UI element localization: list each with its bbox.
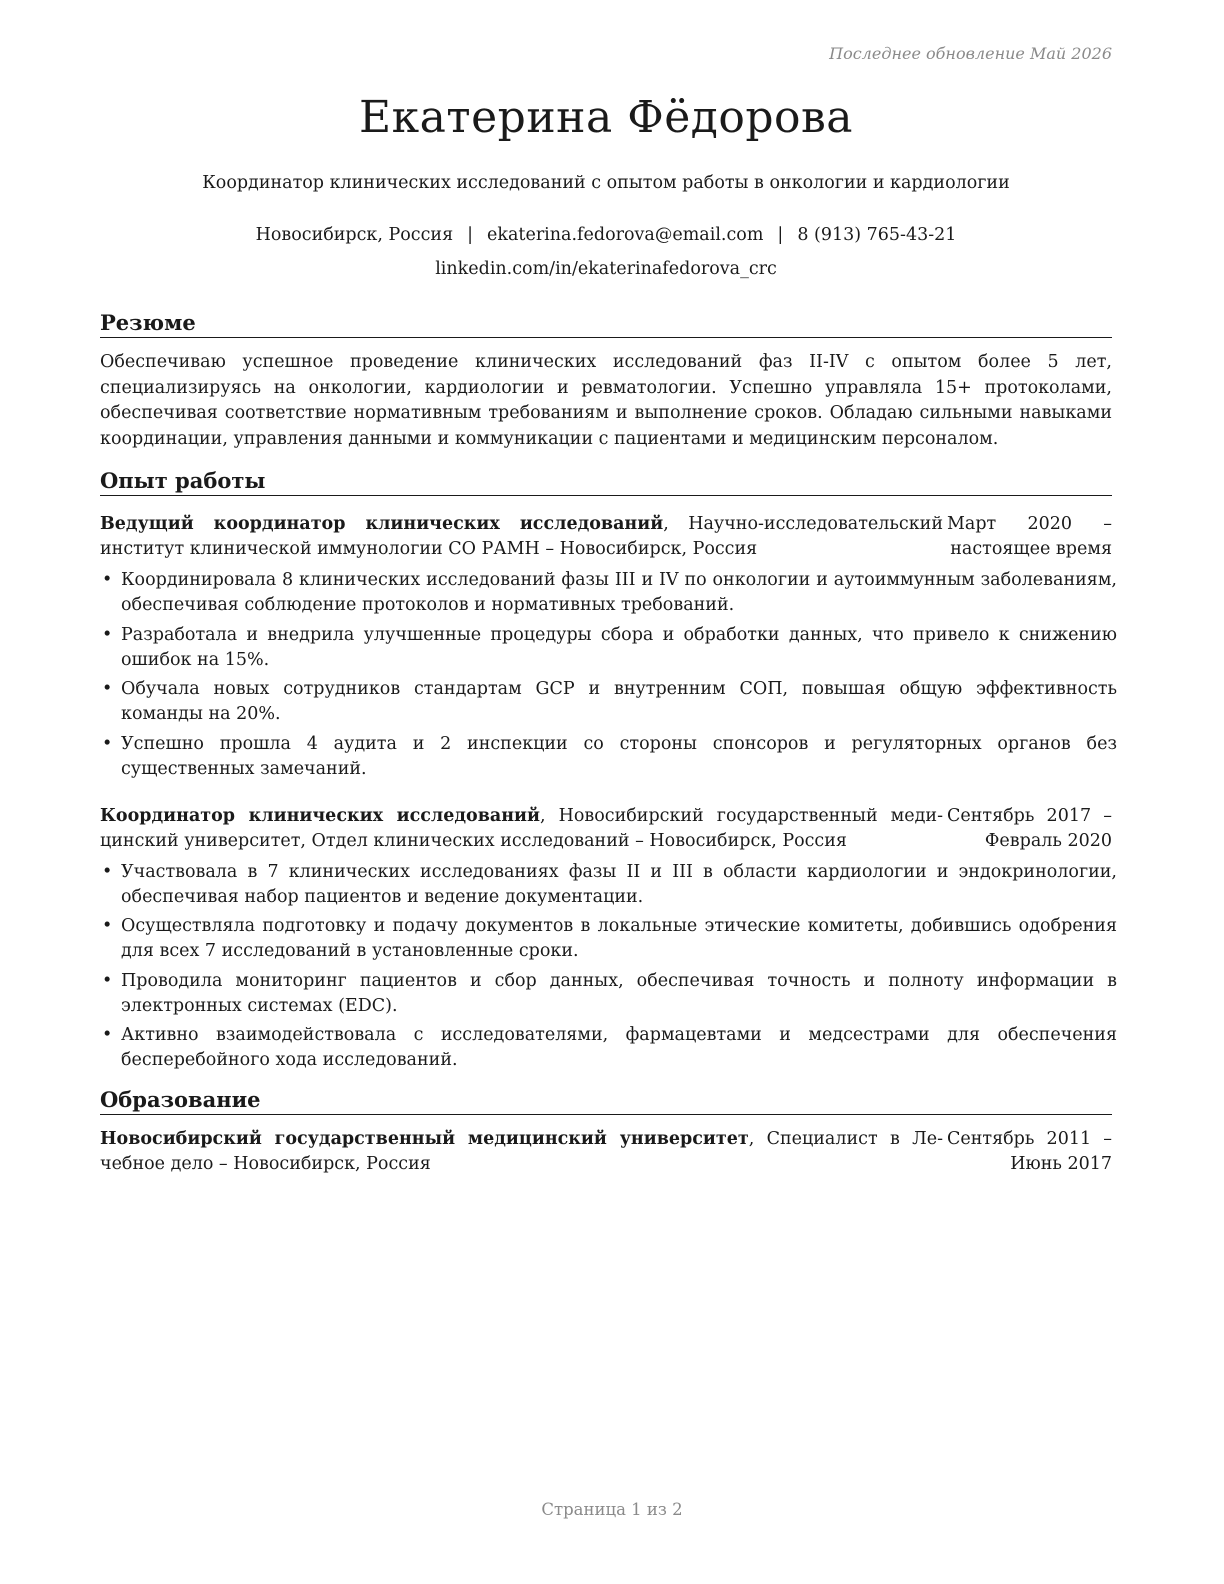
job-bullets xyxy=(100,860,1117,1074)
job-org-line xyxy=(100,512,943,562)
education-dates: Сентябрь 2011 – Июнь 2017 xyxy=(947,1129,1112,1174)
list-item: • Разработала и внедрила улучшенные процедуры сбора и обработки данных, что привело к снижению ошибок на 15%. xyxy=(100,623,1117,673)
education-institution: Новосибирский государственный медицинский университет xyxy=(100,1129,749,1149)
job-bullets xyxy=(100,568,1117,782)
location: Новосибирск, Россия xyxy=(255,225,454,245)
job-dates: Сентябрь 2017 – Февраль 2020 xyxy=(947,805,1112,851)
email-link[interactable]: ekaterina.fedorova@email.com xyxy=(487,225,764,245)
resume-page xyxy=(100,40,1117,1177)
job-org-line xyxy=(100,804,943,854)
section-title-education: Образование xyxy=(100,1087,1112,1115)
education-entry xyxy=(100,1127,1112,1177)
job-role: Координатор клинических исследований xyxy=(100,805,540,826)
job-entry xyxy=(100,512,1117,782)
separator: | xyxy=(467,225,474,245)
education-header xyxy=(100,1127,1112,1177)
last-updated: Последнее обновление Май 2026 xyxy=(829,44,1112,63)
list-item: • Осуществляла подготовку и подачу документов в локальные этические комитеты, добившись одобрения для всех 7 исследований в установленные сроки. xyxy=(100,914,1117,964)
job-entry xyxy=(100,804,1117,1074)
job-header xyxy=(100,512,1112,562)
section-title-experience: Опыт работы xyxy=(100,468,1112,496)
job-role: Ведущий координатор клинических исследований xyxy=(100,514,664,534)
list-item: • Обучала новых сотрудников стандартам GCP и внутренним СОП, повышая общую эффективность команды на 20%. xyxy=(100,677,1117,727)
list-item: • Успешно прошла 4 аудита и 2 инспекции со стороны спонсоров и регуляторных органов без существенных замечаний. xyxy=(100,732,1117,782)
linkedin-line xyxy=(100,256,1112,282)
section-title-summary: Резюме xyxy=(100,310,1112,338)
list-item: • Проводила мониторинг пациентов и сбор данных, обеспечивая точность и полноту информации в электронных системах (EDC). xyxy=(100,969,1117,1019)
candidate-name: Екатерина Фёдорова xyxy=(358,92,854,143)
job-header xyxy=(100,804,1112,854)
job-org: , Новосибирский государственный медицинский университет, Отдел клинических исследований – Новосибирск, Россия xyxy=(100,805,943,851)
phone: 8 (913) 765-43-21 xyxy=(797,225,957,245)
contacts-line xyxy=(100,222,1112,248)
job-org: , Научно-исследовательский институт клинической иммунологии СО РАМН – Новосибирск, Россия xyxy=(100,514,943,559)
job-dates: Март 2020 – настоящее время xyxy=(947,514,1112,559)
separator: | xyxy=(777,225,784,245)
page-number: Страница 1 из 2 xyxy=(541,1500,683,1519)
list-item: • Участвовала в 7 клинических исследованиях фазы II и III в области кардиологии и эндокринологии, обеспечивая набор пациентов и ведение документации. xyxy=(100,860,1117,910)
education-org-line xyxy=(100,1127,943,1177)
education-details: , Специалист в Лечебное дело – Новосибирск, Россия xyxy=(100,1129,943,1174)
summary-text: Обеспечиваю успешное проведение клинических исследований фаз II-IV с опытом более 5 лет, специализируясь на онкологии, кардиологии и ревматологии. Успешно управляла 15+ протоколами, обеспечивая соответствие нормативным требованиям и выполнение сроков. Обладаю сильными навыками координации, управления данными и коммуникации с пациентами и медицинским персоналом. xyxy=(100,352,1112,449)
linkedin-link[interactable]: linkedin.com/in/ekaterinafedorova_crc xyxy=(435,259,777,279)
list-item: • Координировала 8 клинических исследований фазы III и IV по онкологии и аутоиммунным заболеваниям, обеспечивая соблюдение протоколов и нормативных требований. xyxy=(100,568,1117,618)
tagline: Координатор клинических исследований с опытом работы в онкологии и кардиологии xyxy=(202,173,1010,193)
list-item: • Активно взаимодействовала с исследователями, фармацевтами и медсестрами для обеспечения бесперебойного хода исследований. xyxy=(100,1023,1117,1073)
